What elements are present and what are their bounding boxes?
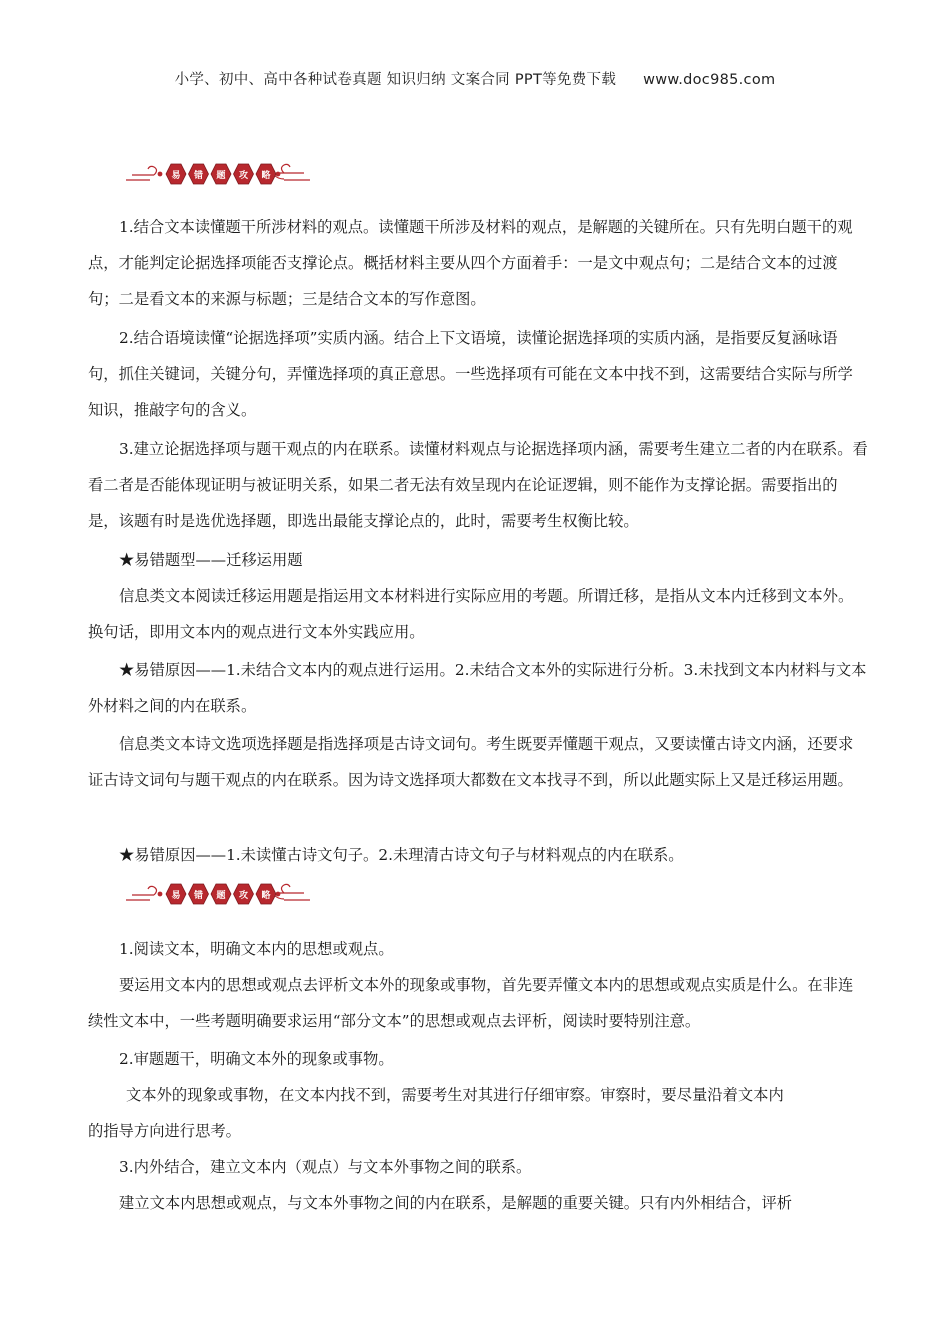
banner-char: 攻 (238, 890, 248, 901)
banner-char: 略 (261, 170, 271, 181)
banner-char: 错 (193, 890, 203, 901)
paragraph: 1.阅读文本，明确文本内的思想或观点。 (119, 940, 394, 958)
page-header (0, 68, 950, 89)
section-banner-1 (124, 159, 314, 189)
paragraph-line: 文本外的现象或事物，在文本内找不到，需要考生对其进行仔细审察。审察时，要尽量沿着文本内 (126, 1086, 784, 1104)
paragraph: 2.审题题干，明确文本外的现象或事物。 (119, 1050, 394, 1068)
paragraph: 信息类文本诗文选项选择题是指选择项是古诗文词句。考生既要弄懂题干观点，又要读懂古诗文内涵，还要求证古诗文词句与题干观点的内在联系。因为诗文选择项大都数在文本找寻不到，所以此题实际上又是迁移运用题。 (88, 735, 854, 789)
banner-char: 题 (216, 890, 226, 901)
paragraph: 信息类文本阅读迁移运用题是指运用文本材料进行实际应用的考题。所谓迁移，是指从文本内迁移到文本外。换句话，即用文本内的观点进行文本外实践应用。 (88, 587, 854, 641)
paragraph: ★易错题型——迁移运用题 (119, 551, 303, 569)
banner-char: 攻 (238, 170, 248, 181)
paragraph: ★易错原因——1.未读懂古诗文句子。2.未理清古诗文句子与材料观点的内在联系。 (119, 846, 684, 864)
header-url[interactable]: www.doc985.com (643, 72, 776, 88)
paragraph: 3.内外结合，建立文本内（观点）与文本外事物之间的联系。 (119, 1158, 532, 1176)
paragraph: ★易错原因——1.未结合文本内的观点进行运用。2.未结合文本外的实际进行分析。3.未找到文本内材料与文本外材料之间的内在联系。 (88, 661, 867, 715)
paragraph: 2.结合语境读懂“论据选择项”实质内涵。结合上下文语境，读懂论据选择项的实质内涵，是指要反复涵咏语句，抓住关键词，关键分句，弄懂选择项的真正意思。一些选择项有可能在文本中找不到，这需要结合实际与所学知识，推敲字句的含义。 (88, 329, 853, 419)
paragraph: 3.建立论据选择项与题干观点的内在联系。读懂材料观点与论据选择项内涵，需要考生建立二者的内在联系。看看二者是否能体现证明与被证明关系，如果二者无法有效呈现内在论证逻辑，则不能作为支撑论据。需要指出的是，该题有时是选优选择题，即选出最能支撑论点的，此时，需要考生权衡比较。 (88, 440, 868, 530)
paragraph: 要运用文本内的思想或观点去评析文本外的现象或事物，首先要弄懂文本内的思想或观点实质是什么。在非连续性文本中，一些考题明确要求运用“部分文本”的思想或观点去评析，阅读时要特别注意。 (88, 976, 854, 1030)
banner-char: 易 (171, 170, 181, 181)
paragraph: 1.结合文本读懂题干所涉材料的观点。读懂题干所涉及材料的观点，是解题的关键所在。只有先明白题干的观点，才能判定论据选择项能否支撑论点。概括材料主要从四个方面着手：一是文中观点句；二是结合文本的过渡句；二是看文本的来源与标题；三是结合文本的写作意图。 (88, 218, 853, 308)
banner-char: 易 (171, 890, 181, 901)
paragraph-line: 的指导方向进行思考。 (88, 1122, 241, 1140)
banner-char: 错 (193, 170, 203, 181)
banner-char: 略 (261, 890, 271, 901)
section-banner-2 (124, 879, 314, 909)
header-text: 小学、初中、高中各种试卷真题 知识归纳 文案合同 PPT等免费下载 (174, 72, 617, 88)
paragraph: 建立文本内思想或观点，与文本外事物之间的内在联系，是解题的重要关键。只有内外相结合，评析 (119, 1194, 793, 1212)
banner-char: 题 (216, 170, 226, 181)
